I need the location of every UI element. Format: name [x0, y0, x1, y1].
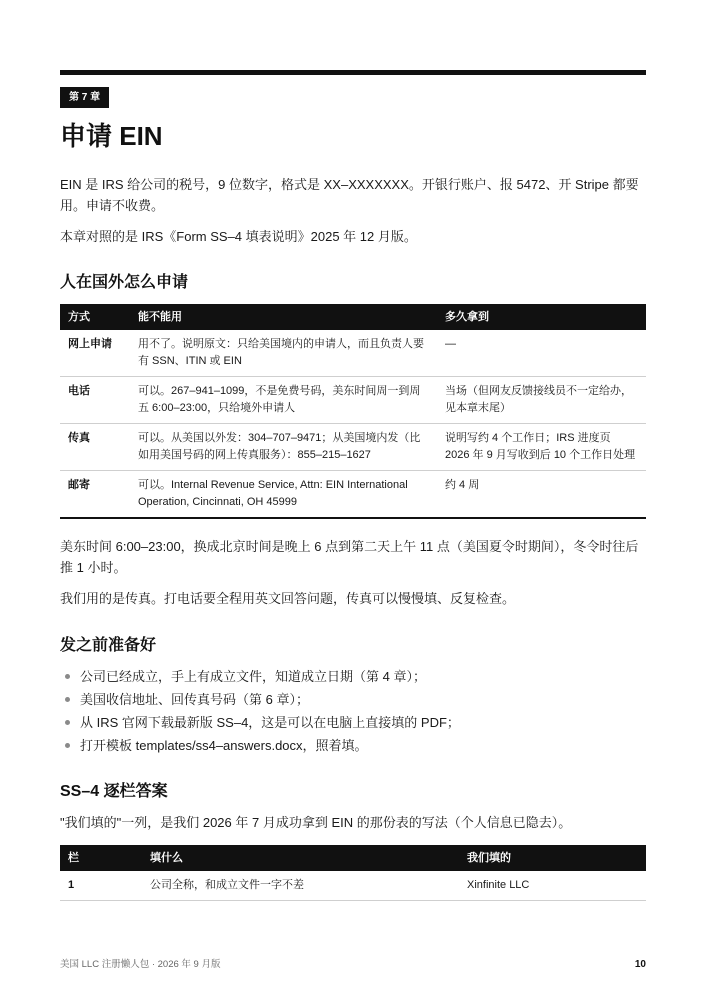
method-cell: 邮寄: [60, 471, 130, 519]
footer-title: 美国 LLC 注册懒人包 · 2026 年 9 月版: [60, 959, 221, 970]
usable-cell: 可以。267–941–1099，不是免费号码，美东时间周一到周五 6:00–23:00，只给境外申请人: [130, 377, 437, 424]
table-row: [60, 330, 646, 377]
bullet-dot-icon: [65, 743, 70, 748]
bullet-dot-icon: [65, 720, 70, 725]
what-cell: 公司全称，和成立文件一字不差: [142, 871, 459, 901]
list-item-text: 美国收信地址、回传真号码（第 6 章）；: [80, 692, 309, 707]
time-cell: 当场（但网友反馈接线员不一定给办，见本章末尾）: [437, 377, 646, 424]
time-cell: 约 4 周: [437, 471, 646, 519]
table-header-row: [60, 304, 646, 330]
table-header-row: [60, 845, 646, 871]
field-number-cell: 1: [60, 871, 142, 901]
list-item: [60, 689, 646, 710]
section-heading-apply: 人在国外怎么申请: [60, 274, 189, 291]
method-cell: 电话: [60, 377, 130, 424]
page-content: [60, 0, 646, 901]
page-title: 申请 EIN: [60, 121, 163, 151]
usable-cell: 用不了。说明原文：只给美国境内的申请人，而且负责人要有 SSN、ITIN 或 EIN: [130, 330, 437, 377]
bullet-dot-icon: [65, 697, 70, 702]
time-cell: —: [437, 330, 646, 377]
ss4-intro-paragraph: "我们填的"一列，是我们 2026 年 7 月成功拿到 EIN 的那份表的写法（个人信息已隐去）。: [60, 815, 572, 830]
table-row: [60, 871, 646, 901]
bullet-dot-icon: [65, 674, 70, 679]
table-row: [60, 471, 646, 519]
usable-cell: 可以。从美国以外发：304–707–9471；从美国境内发（比如用美国号码的网上传真服务）：855–215–1627: [130, 424, 437, 471]
column-header: 栏: [60, 845, 142, 871]
page-number: 10: [634, 959, 646, 970]
ours-cell: Xinfinite LLC: [459, 871, 646, 901]
top-rule: [60, 70, 646, 75]
column-header: 多久拿到: [437, 304, 646, 330]
list-item: [60, 735, 646, 756]
note-paragraph: 我们用的是传真。打电话要全程用英文回答问题，传真可以慢慢填、反复检查。: [60, 591, 516, 606]
table-row: [60, 377, 646, 424]
time-cell: 说明写约 4 个工作日；IRS 进度页 2026 年 9 月写收到后 10 个工作日处理: [437, 424, 646, 471]
list-item: [60, 712, 646, 733]
list-item-text: 公司已经成立，手上有成立文件，知道成立日期（第 4 章）；: [80, 669, 426, 684]
note-paragraph: 美东时间 6:00–23:00，换成北京时间是晚上 6 点到第二天上午 11 点（美国夏令时期间），冬令时往后推 1 小时。: [60, 539, 639, 575]
apply-methods-table: [60, 304, 646, 519]
column-header: 能不能用: [130, 304, 437, 330]
intro-paragraph: 本章对照的是 IRS《Form SS–4 填表说明》2025 年 12 月版。: [60, 229, 417, 244]
page-footer: [60, 957, 646, 973]
column-header: 方式: [60, 304, 130, 330]
usable-cell: 可以。Internal Revenue Service, Attn: EIN International Operation, Cincinnati, OH 45999: [130, 471, 437, 519]
list-item: [60, 666, 646, 687]
ss4-answers-table: [60, 845, 646, 901]
intro-paragraph: EIN 是 IRS 给公司的税号，9 位数字，格式是 XX–XXXXXXX。开银行账户、报 5472、开 Stripe 都要用。申请不收费。: [60, 177, 639, 213]
method-cell: 网上申请: [60, 330, 130, 377]
prepare-checklist: [60, 666, 646, 756]
method-cell: 传真: [60, 424, 130, 471]
section-heading-prepare: 发之前准备好: [60, 637, 157, 654]
list-item-text: 从 IRS 官网下载最新版 SS–4，这是可以在电脑上直接填的 PDF；: [80, 715, 460, 730]
chapter-badge: 第 7 章: [60, 87, 109, 108]
table-row: [60, 424, 646, 471]
section-heading-ss4: SS–4 逐栏答案: [60, 783, 168, 800]
column-header: 我们填的: [459, 845, 646, 871]
list-item-text: 打开模板 templates/ss4–answers.docx，照着填。: [80, 738, 368, 753]
column-header: 填什么: [142, 845, 459, 871]
